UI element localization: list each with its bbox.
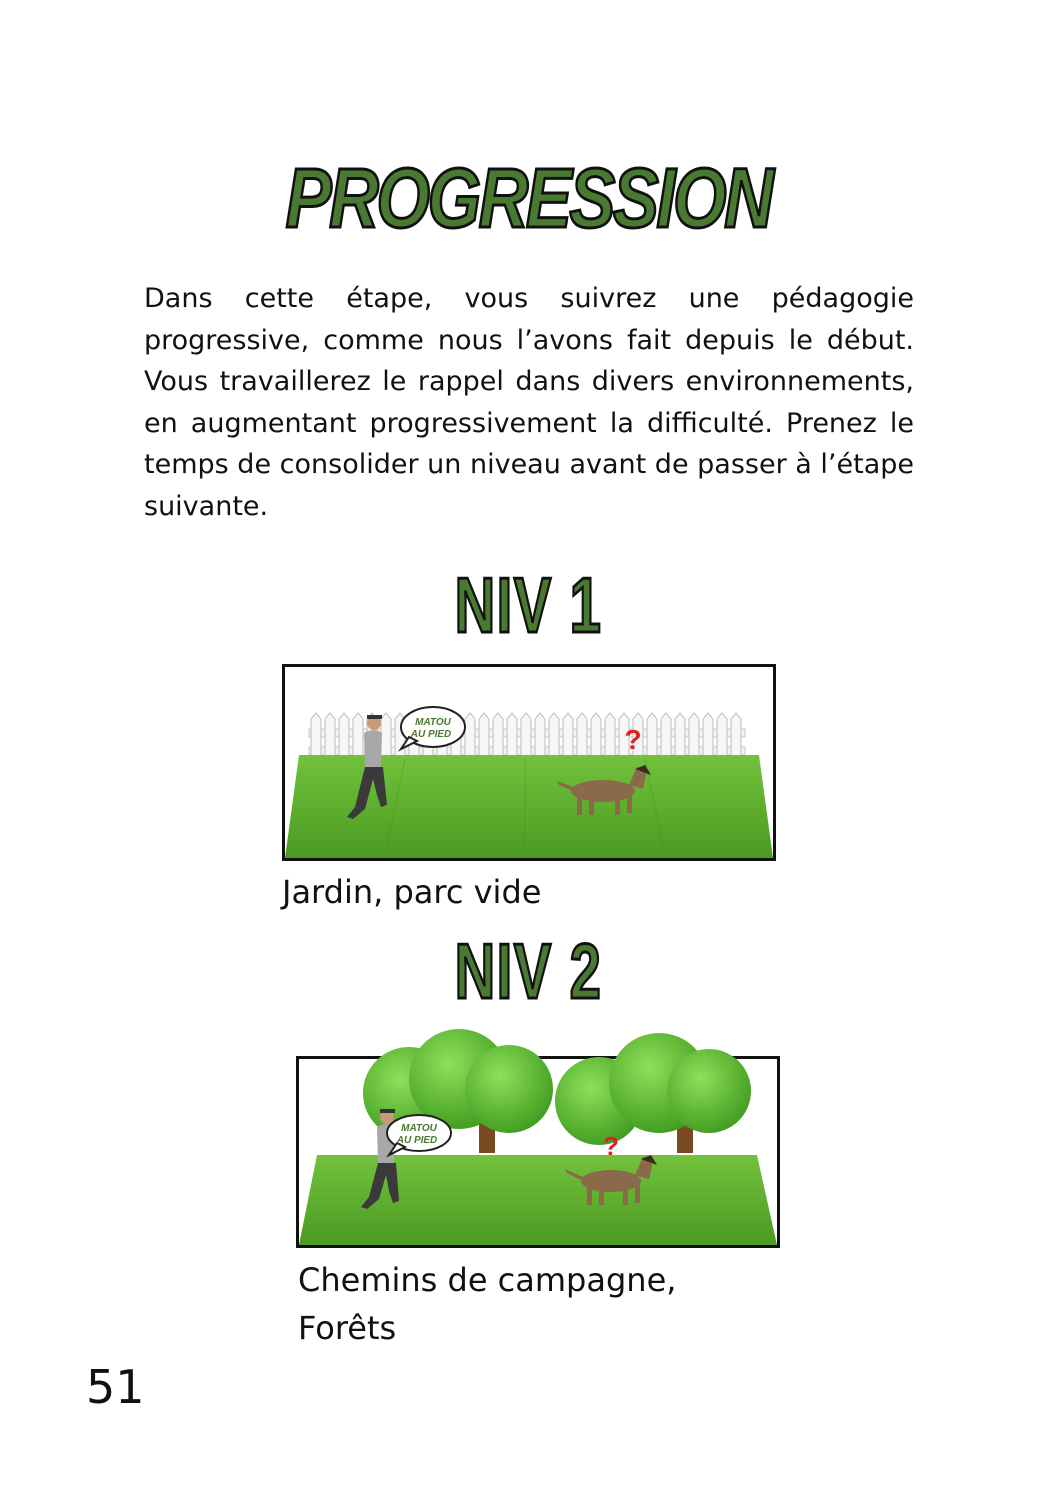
bubble-text-1: MATOU bbox=[415, 717, 451, 728]
level-2-caption bbox=[298, 1256, 676, 1352]
level-1-title: NIV 1 bbox=[454, 561, 603, 649]
intro-paragraph: Dans cette étape, vous suivrez une pédagogie progressive, comme nous l’avons fait depuis le début. Vous travaillerez le rappel dans divers environnements, en augmentant progressivement la difficulté. Prenez le temps de consolider un niveau avant de passer à l’étape suivante. bbox=[144, 283, 914, 522]
level-1-illustration bbox=[282, 664, 776, 861]
level-2-caption-line-1: Chemins de campagne, bbox=[298, 1261, 677, 1299]
speech-bubble bbox=[387, 1115, 451, 1155]
page-title: PROGRESSION bbox=[285, 151, 772, 245]
bubble-text-2: AU PIED bbox=[396, 1135, 438, 1146]
level-2-illustration bbox=[296, 1056, 780, 1248]
question-mark: ? bbox=[624, 724, 642, 755]
page-number: 51 bbox=[86, 1360, 145, 1414]
bubble-text-1: MATOU bbox=[401, 1123, 437, 1134]
question-mark: ? bbox=[603, 1131, 619, 1161]
bubble-text-2: AU PIED bbox=[410, 729, 452, 740]
level-2-title: NIV 2 bbox=[454, 927, 603, 1015]
level-1-caption: Jardin, parc vide bbox=[282, 873, 542, 911]
level-2-caption-line-2: Forêts bbox=[298, 1309, 397, 1347]
tree-right bbox=[555, 1033, 751, 1153]
